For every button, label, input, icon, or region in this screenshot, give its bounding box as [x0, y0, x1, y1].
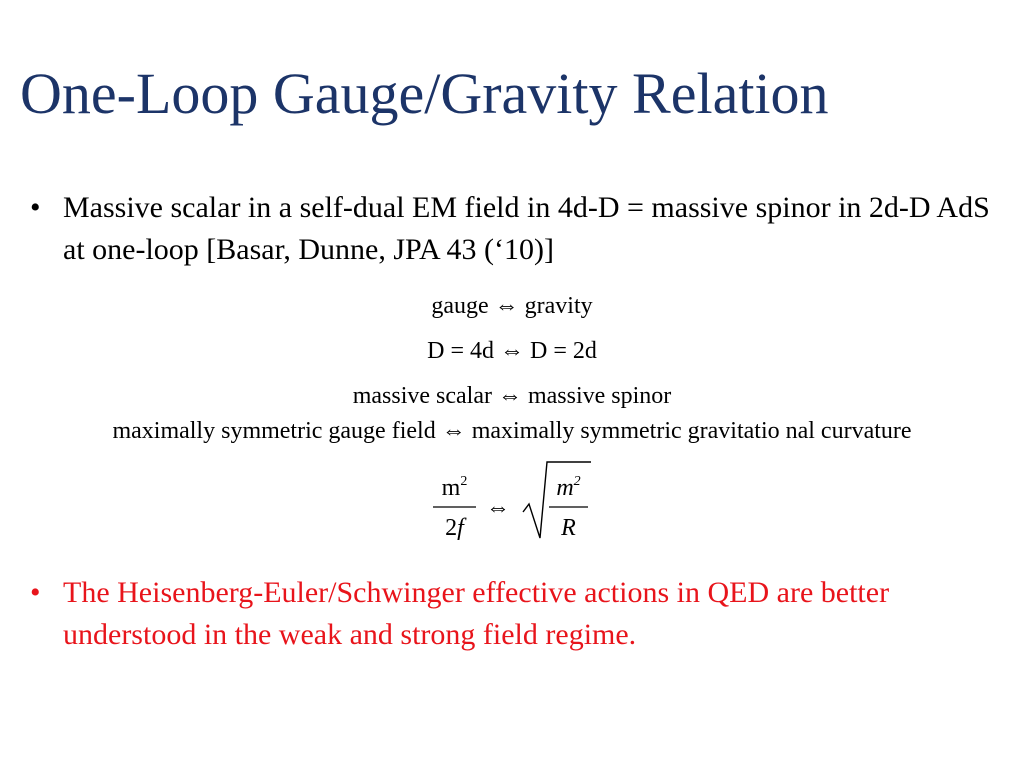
formula-relation: ⇔: [486, 495, 510, 521]
equation-scalar-spinor: massive scalar ⇔ massive spinor: [352, 383, 672, 409]
rhs-denominator: R: [561, 515, 576, 541]
lhs-numerator: [433, 474, 476, 502]
lhs-den-var: f: [457, 515, 464, 541]
lhs-num-exp: 2: [460, 474, 468, 489]
lhs-denominator: [433, 514, 476, 542]
rhs-numerator: [549, 474, 588, 502]
bullet-text-2: The Heisenberg-Euler/Schwinger effective actions in QED are better understood in the weak and strong field regime.: [63, 576, 890, 651]
equation-gauge-gravity: gauge ⇔ gravity: [431, 293, 593, 319]
equation-symmetric-fields: maximally symmetric gauge field ⇔ maximally symmetric gravitatio nal curvature: [112, 418, 912, 444]
bullet-item-2: [30, 572, 990, 656]
bullet-dot: •: [30, 191, 41, 224]
formula-lines: [0, 458, 1024, 552]
bullet-item-1: [30, 187, 990, 271]
rhs-num-exp: 2: [573, 474, 581, 489]
rhs-num-base: m: [556, 475, 574, 501]
bullet-text-1: Massive scalar in a self-dual EM field in 4d-D = massive spinor in 2d-D AdS at one-loop [Basar, Dunne, JPA 43 (‘10)]: [63, 191, 990, 266]
slide-title: One-Loop Gauge/Gravity Relation: [20, 61, 829, 126]
equation-dimensions: D = 4d ⇔ D = 2d: [427, 338, 597, 364]
lhs-num-base: m: [441, 475, 461, 501]
mass-curvature-formula: [0, 458, 1024, 552]
lhs-den-coef: 2: [445, 515, 458, 541]
bullet-dot: •: [30, 576, 41, 609]
